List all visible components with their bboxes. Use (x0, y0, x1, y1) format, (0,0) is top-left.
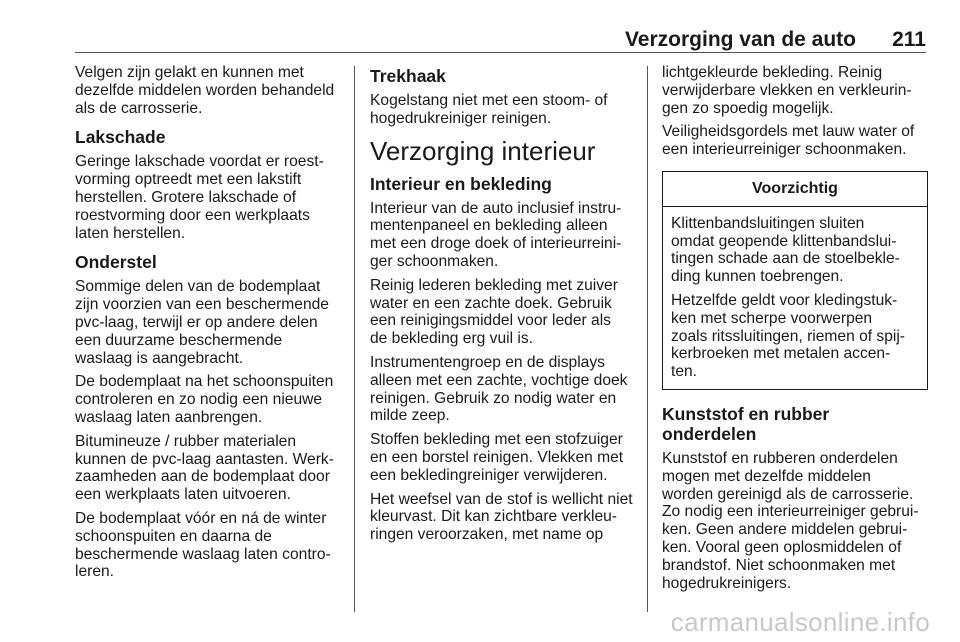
body-paragraph: Veiligheidsgordels met lauw water of een interieurreiniger schoonmaken. (662, 123, 915, 159)
column-1 (75, 64, 347, 587)
section-heading-kunststof: Kunststof en rubber onderdelen (662, 403, 830, 444)
caution-box (662, 171, 928, 390)
column-divider-2 (647, 66, 648, 612)
column-divider-1 (354, 66, 355, 612)
column-3 (662, 64, 928, 598)
lakschade-paragraph: Geringe lakschade voordat er roest- vorming optreedt met een lakstift herstellen. Grotere lakschade of roestvorming door een werkplaats laten herstellen. (75, 153, 324, 242)
header-title: Verzorging van de auto (624, 28, 856, 51)
onderstel-paragraph: Bitumineuze / rubber materialen kunnen de pvc-laag aantasten. Werk- zaamheden aan de bodemplaat door een werkplaats laten uitvoeren. (75, 432, 334, 504)
body-paragraph: lichtgekleurde bekleding. Reinig verwijderbare vlekken en verkleurin- gen zo spoedig mogelijk. (662, 64, 912, 117)
interieur-paragraph: Interieur van de auto inclusief instru- mentenpaneel en bekleding alleen met een droge doek of interieurreini- ger schoonmaken. (370, 199, 622, 270)
section-heading-interieur: Interieur en bekleding (370, 173, 552, 194)
header-divider (75, 52, 926, 53)
interieur-paragraph: Het weefsel van de stof is wellicht niet kleurvast. Dit kan zichtbare verkleu- ringen veroorzaken, met name op (370, 490, 633, 544)
kunststof-paragraph: Kunststof en rubberen onderdelen mogen met dezelfde middelen worden gereinigd als de carrosserie. Zo nodig een interieurreiniger gebrui- ken. Geen andere middelen gebrui- ken. Vooral geen oplosmiddelen of brandstof. Niet schoonmaken met hogedrukreinigers. (662, 449, 919, 592)
onderstel-paragraph: Sommige delen van de bodemplaat zijn voorzien van een beschermende pvc-laag, terwijl er op andere delen een duurzame beschermende waslaag is aangebracht. (75, 278, 329, 367)
trekhaak-paragraph: Kogelstang niet met een stoom- of hogedrukreiniger reinigen. (370, 92, 608, 127)
column-2 (370, 64, 636, 550)
intro-paragraph: Velgen zijn gelakt en kunnen met dezelfde middelen worden behandeld als de carrosserie. (75, 64, 335, 117)
chapter-heading: Verzorging interieur (370, 135, 596, 166)
page-number: 211 (892, 28, 926, 51)
onderstel-paragraph: De bodemplaat na het schoonspuiten controleren en zo nodig een nieuwe waslaag laten aanbrengen. (75, 373, 334, 426)
caution-paragraph: Hetzelfde geldt voor kledingstuk- ken met scherpe voorwerpen zoals ritssluitingen, riemen of spij- kerbroeken met metalen accen- ten. (671, 291, 905, 381)
caution-paragraph: Klittenbandsluitingen sluiten omdat geopende klittenbandslui- tingen schade aan de stoelbekle- ding kunnen toebrengen. (671, 214, 900, 286)
section-heading-onderstel: Onderstel (75, 252, 157, 273)
watermark: carmanualsonline.info (670, 607, 930, 637)
interieur-paragraph: Instrumentengroep en de displays alleen met een zachte, vochtige doek reinigen. Gebruik zo nodig water en milde zeep. (370, 353, 628, 425)
interieur-paragraph: Stoffen bekleding met een stofzuiger en een borstel reinigen. Vlekken met een bekledingreiniger verwijderen. (370, 431, 624, 484)
interieur-paragraph: Reinig lederen bekleding met zuiver water en een zachte doek. Gebruik een reinigingsmiddel voor leder als de bekleding erg vuil is. (370, 276, 618, 348)
section-heading-lakschade: Lakschade (75, 127, 166, 148)
section-heading-trekhaak: Trekhaak (370, 66, 446, 86)
onderstel-paragraph: De bodemplaat vóór en ná de winter schoonspuiten en daarna de beschermende waslaag laten contro- leren. (75, 509, 331, 581)
page-header (75, 26, 926, 50)
caution-title: Voorzichtig (663, 172, 927, 207)
caution-body (663, 207, 927, 389)
